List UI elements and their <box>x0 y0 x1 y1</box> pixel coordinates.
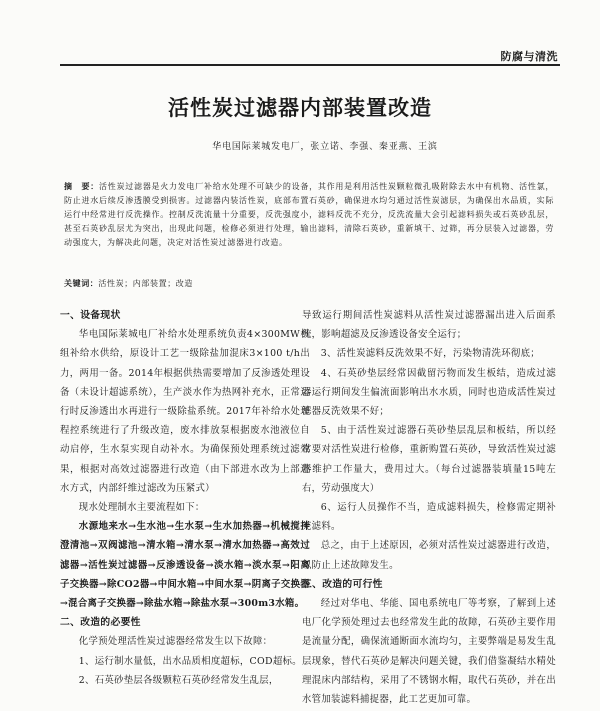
paragraph: 总之，由于上述原因，必须对活性炭过滤器进行改造，以防止上述故障发生。 <box>302 540 556 571</box>
article-authors: 华电国际莱城发电厂，张立诺、李强、秦亚燕、王滨 <box>212 142 438 152</box>
paragraph: 化学预处理活性炭过滤器经常发生以下故障： <box>78 636 273 648</box>
article-title: 活性炭过滤器内部装置改造 <box>168 96 432 120</box>
header-rule <box>60 64 560 66</box>
keywords-text: 活性炭；内部装置；改造 <box>98 279 194 288</box>
keywords <box>64 278 554 289</box>
abstract-text: 活性炭过滤器是火力发电厂补给水处理不可缺少的设备，其作用是利用活性炭颗粒微孔吸附除去水中有机物、活性氯，防止进水后续反渗透膜受到损害。过滤器内装活性炭，底部布置石英砂，确保进水均匀通过活性炭滤层，为确保出水品质，实际运行中经常进行反洗操作。控制反洗流量十分重要，反洗强度小，滤料反洗不充分，反洗流量大会引起滤料损失或石英砂乱层，甚至石英砂乱层尤为突出，出现此问题，检修必须进行处理，输出滤料，清除石英砂，重新填干、过筛，再分层装入过滤器，劳动强度大，为解决此问题，决定对活性炭过滤器进行改造。 <box>64 182 554 247</box>
section-heading-status: 一、设备现状 <box>60 310 121 321</box>
paragraph: 2、石英砂垫层各级颗粒石英砂经常发生乱层， <box>78 674 279 686</box>
process-flow: 水源地来水→生水池→生水泵→生水加热器→机械搅拌澄清池→双阀滤池→清水箱→清水泵→清水加热器→高效过滤器→活性炭过滤器→反渗透设备→淡水箱→淡水泵→阳离子交换器→除CO2器→中间水箱→中间水泵→阴离子交换器→混合离子交换器→除盐水箱→除盐水泵→300m3水箱。 <box>60 521 310 610</box>
paragraph: 3、活性炭滤料反洗效果不好，污染物清洗环彻底； <box>320 348 540 360</box>
keywords-label: 关键词： <box>64 279 99 288</box>
paragraph: 经过对华电、华能、国电系统电厂等考察，了解到上述电厂化学预处理过去也经常发生此的故障，石英砂主要作用是流量分配，确保流通断面水流均匀，主要弊端是易发生乱层现象，替代石英砂是解决问题关键，我们借鉴凝结水精处理混床内部结构，采用了不锈钢水帽，取代石英砂，并在出水管加装滤料捕捉器，此工艺更加可靠。 <box>302 598 556 706</box>
section-heading-necessity: 二、改造的必要性 <box>60 617 141 629</box>
running-head: 防腐与清洗 <box>500 50 558 63</box>
paragraph: 6、运行人员操作不当，造成滤料损失，检修需定期补充滤料。 <box>302 502 556 533</box>
paragraph: 现水处理制水主要流程如下： <box>78 502 205 514</box>
paragraph: 5、由于活性炭过滤器石英砂垫层乱层和板结，所以经常要对活性炭进行检修，重新购置石英砂，导致活性炭过滤器维护工作量大，费用过大。（每台过滤器装填量15吨左右，劳动强度大） <box>302 425 556 494</box>
right-column <box>302 306 556 709</box>
paragraph: 1、运行制水量低，出水品质相度超标，COD超标。 <box>78 655 302 667</box>
paragraph: 华电国际莱城电厂补给水处理系统负责4×300MW机组补给水供给，原设计工艺一级除盐加混床3×100 t/h出力，两用一备。2014年根据供热需要增加了反渗透处理设备（未设计超滤系统），生产淡水作为热网补充水，正常运行时反渗透出水再进行一级除盐系统。2017年补给水处理程控系统进行了升级改造，废水排放泵根据废水池液位自动启停，生水泵实现自动补水。为确保预处理系统过滤效果，根据对高效过滤器进行改造（由下部进水改为上部进水方式，内部纤维过滤改为压紧式） <box>60 329 310 494</box>
abstract <box>64 180 554 250</box>
left-column <box>60 306 310 690</box>
paragraph: 4、石英砂垫层经常因截留污物而发生板结，造成过滤器运行期间发生偏流面影响出水水质，同时也造成活性炭过滤器反洗效果不好； <box>302 367 556 418</box>
abstract-label: 摘 要： <box>64 182 100 191</box>
paragraph: 导致运行期间活性炭滤料从活性炭过滤器漏出进入后面系统，影响超滤及反渗透设备安全运行； <box>302 310 556 341</box>
section-heading-feasibility: 三、改造的可行性 <box>302 578 383 590</box>
